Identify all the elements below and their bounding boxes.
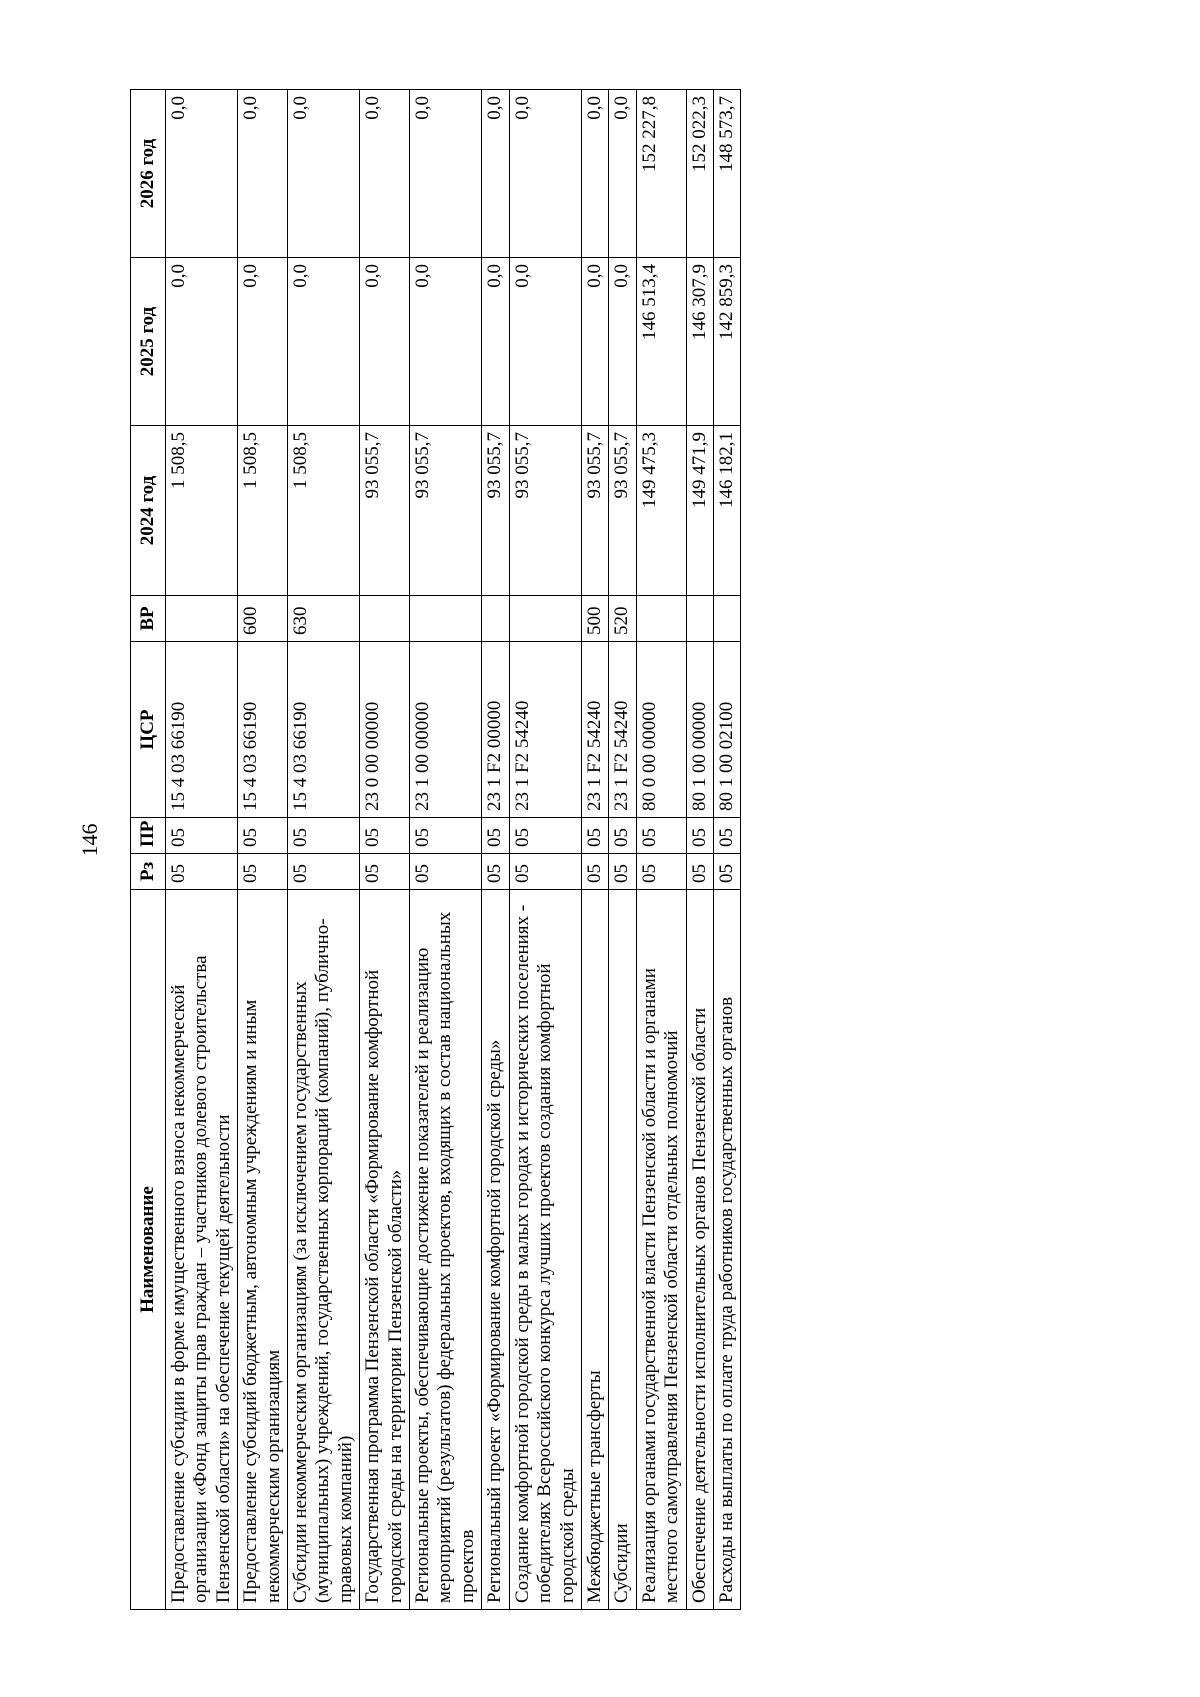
cell-pr: 05 (410, 818, 482, 854)
cell-2025: 0,0 (238, 258, 288, 426)
cell-vr (713, 596, 740, 642)
cell-2026: 0,0 (166, 90, 238, 258)
cell-2024: 93 055,7 (410, 426, 482, 596)
cell-vr (482, 596, 509, 642)
header-csr: ЦСР (131, 642, 166, 818)
cell-2026: 0,0 (288, 90, 360, 258)
table-row (166, 90, 238, 1610)
cell-vr: 500 (581, 596, 608, 642)
cell-csr: 23 1 F2 54240 (581, 642, 608, 818)
cell-pr: 05 (686, 818, 713, 854)
cell-name: Создание комфортной городской среды в малых городах и исторических поселениях - победителях Всероссийского конкурса лучших проектов создания комфортной городской среды (509, 890, 581, 1610)
cell-2025: 146 513,4 (636, 258, 686, 426)
cell-2025: 0,0 (360, 258, 410, 426)
cell-pr: 05 (509, 818, 581, 854)
cell-2026: 0,0 (509, 90, 581, 258)
cell-rz: 05 (609, 854, 636, 890)
header-rz: Рз (131, 854, 166, 890)
header-2026: 2026 год (131, 90, 166, 258)
cell-vr: 600 (238, 596, 288, 642)
cell-2026: 0,0 (238, 90, 288, 258)
cell-2026: 0,0 (360, 90, 410, 258)
cell-2024: 149 471,9 (686, 426, 713, 596)
cell-pr: 05 (713, 818, 740, 854)
cell-vr: 520 (609, 596, 636, 642)
cell-rz: 05 (482, 854, 509, 890)
cell-name: Региональные проекты, обеспечивающие достижение показателей и реализацию мероприятий (результатов) федеральных проектов, входящих в состав национальных проектов (410, 890, 482, 1610)
rotated-table-container (130, 90, 1085, 1610)
table-row (509, 90, 581, 1610)
cell-name: Обеспечение деятельности исполнительных органов Пензенской области (686, 890, 713, 1610)
cell-2025: 146 307,9 (686, 258, 713, 426)
cell-csr: 15 4 03 66190 (166, 642, 238, 818)
cell-rz: 05 (360, 854, 410, 890)
cell-pr: 05 (288, 818, 360, 854)
cell-pr: 05 (238, 818, 288, 854)
cell-name: Предоставление субсидий бюджетным, автономным учреждениям и иным некоммерческим организациям (238, 890, 288, 1610)
table-row (713, 90, 740, 1610)
cell-2024: 146 182,1 (713, 426, 740, 596)
cell-name: Реализация органами государственной власти Пензенской области и органами местного самоуправления Пензенской области отдельных полномочий (636, 890, 686, 1610)
table-row (238, 90, 288, 1610)
cell-2026: 0,0 (581, 90, 608, 258)
cell-csr: 15 4 03 66190 (288, 642, 360, 818)
cell-vr: 630 (288, 596, 360, 642)
table-row (482, 90, 509, 1610)
cell-2025: 0,0 (609, 258, 636, 426)
cell-csr: 23 1 F2 00000 (482, 642, 509, 818)
cell-rz: 05 (288, 854, 360, 890)
cell-2026: 152 022,3 (686, 90, 713, 258)
cell-2024: 93 055,7 (360, 426, 410, 596)
cell-2026: 0,0 (609, 90, 636, 258)
cell-2024: 93 055,7 (581, 426, 608, 596)
cell-name: Субсидии некоммерческим организациям (за исключением государственных (муниципальных) учреждений, государственных корпораций (компаний), публично-правовых компаний) (288, 890, 360, 1610)
cell-vr (636, 596, 686, 642)
header-vr: ВР (131, 596, 166, 642)
table-row (288, 90, 360, 1610)
cell-rz: 05 (636, 854, 686, 890)
cell-name: Региональный проект «Формирование комфортной городской среды» (482, 890, 509, 1610)
page-number: 146 (77, 823, 102, 857)
cell-csr: 80 1 00 02100 (713, 642, 740, 818)
table-row (609, 90, 636, 1610)
cell-2024: 93 055,7 (509, 426, 581, 596)
cell-pr: 05 (166, 818, 238, 854)
cell-vr (360, 596, 410, 642)
cell-2026: 0,0 (482, 90, 509, 258)
cell-rz: 05 (686, 854, 713, 890)
cell-rz: 05 (166, 854, 238, 890)
header-2025: 2025 год (131, 258, 166, 426)
cell-2024: 1 508,5 (238, 426, 288, 596)
table-header-row (131, 90, 166, 1610)
cell-vr (410, 596, 482, 642)
cell-csr: 80 0 00 00000 (636, 642, 686, 818)
cell-name: Расходы на выплаты по оплате труда работников государственных органов (713, 890, 740, 1610)
cell-vr (166, 596, 238, 642)
cell-csr: 23 1 00 00000 (410, 642, 482, 818)
cell-name: Субсидии (609, 890, 636, 1610)
cell-name: Государственная программа Пензенской области «Формирование комфортной городской среды на территории Пензенской области» (360, 890, 410, 1610)
cell-2024: 1 508,5 (166, 426, 238, 596)
cell-rz: 05 (238, 854, 288, 890)
cell-vr (686, 596, 713, 642)
table-row (360, 90, 410, 1610)
cell-2026: 148 573,7 (713, 90, 740, 258)
cell-rz: 05 (713, 854, 740, 890)
cell-csr: 80 1 00 00000 (686, 642, 713, 818)
header-pr: ПР (131, 818, 166, 854)
cell-pr: 05 (609, 818, 636, 854)
cell-rz: 05 (581, 854, 608, 890)
table-row (686, 90, 713, 1610)
cell-vr (509, 596, 581, 642)
cell-2025: 0,0 (509, 258, 581, 426)
cell-2026: 152 227,8 (636, 90, 686, 258)
cell-2025: 0,0 (288, 258, 360, 426)
cell-pr: 05 (360, 818, 410, 854)
cell-2026: 0,0 (410, 90, 482, 258)
cell-2025: 0,0 (581, 258, 608, 426)
table-row (581, 90, 608, 1610)
cell-2025: 0,0 (410, 258, 482, 426)
cell-pr: 05 (482, 818, 509, 854)
header-2024: 2024 год (131, 426, 166, 596)
header-name: Наименование (131, 890, 166, 1610)
cell-name: Предоставление субсидии в форме имущественного взноса некоммерческой организации «Фонд защиты прав граждан – участников долевого строительства Пензенской области» на обеспечение текущей деятельности (166, 890, 238, 1610)
table-row (410, 90, 482, 1610)
cell-csr: 23 1 F2 54240 (609, 642, 636, 818)
cell-2024: 1 508,5 (288, 426, 360, 596)
cell-2025: 0,0 (482, 258, 509, 426)
cell-csr: 23 1 F2 54240 (509, 642, 581, 818)
budget-table (130, 89, 741, 1610)
cell-csr: 23 0 00 00000 (360, 642, 410, 818)
cell-pr: 05 (581, 818, 608, 854)
cell-rz: 05 (410, 854, 482, 890)
cell-pr: 05 (636, 818, 686, 854)
cell-csr: 15 4 03 66190 (238, 642, 288, 818)
cell-rz: 05 (509, 854, 581, 890)
cell-2025: 0,0 (166, 258, 238, 426)
cell-2024: 93 055,7 (609, 426, 636, 596)
cell-2024: 149 475,3 (636, 426, 686, 596)
table-row (636, 90, 686, 1610)
cell-2024: 93 055,7 (482, 426, 509, 596)
cell-name: Межбюджетные трансферты (581, 890, 608, 1610)
cell-2025: 142 859,3 (713, 258, 740, 426)
